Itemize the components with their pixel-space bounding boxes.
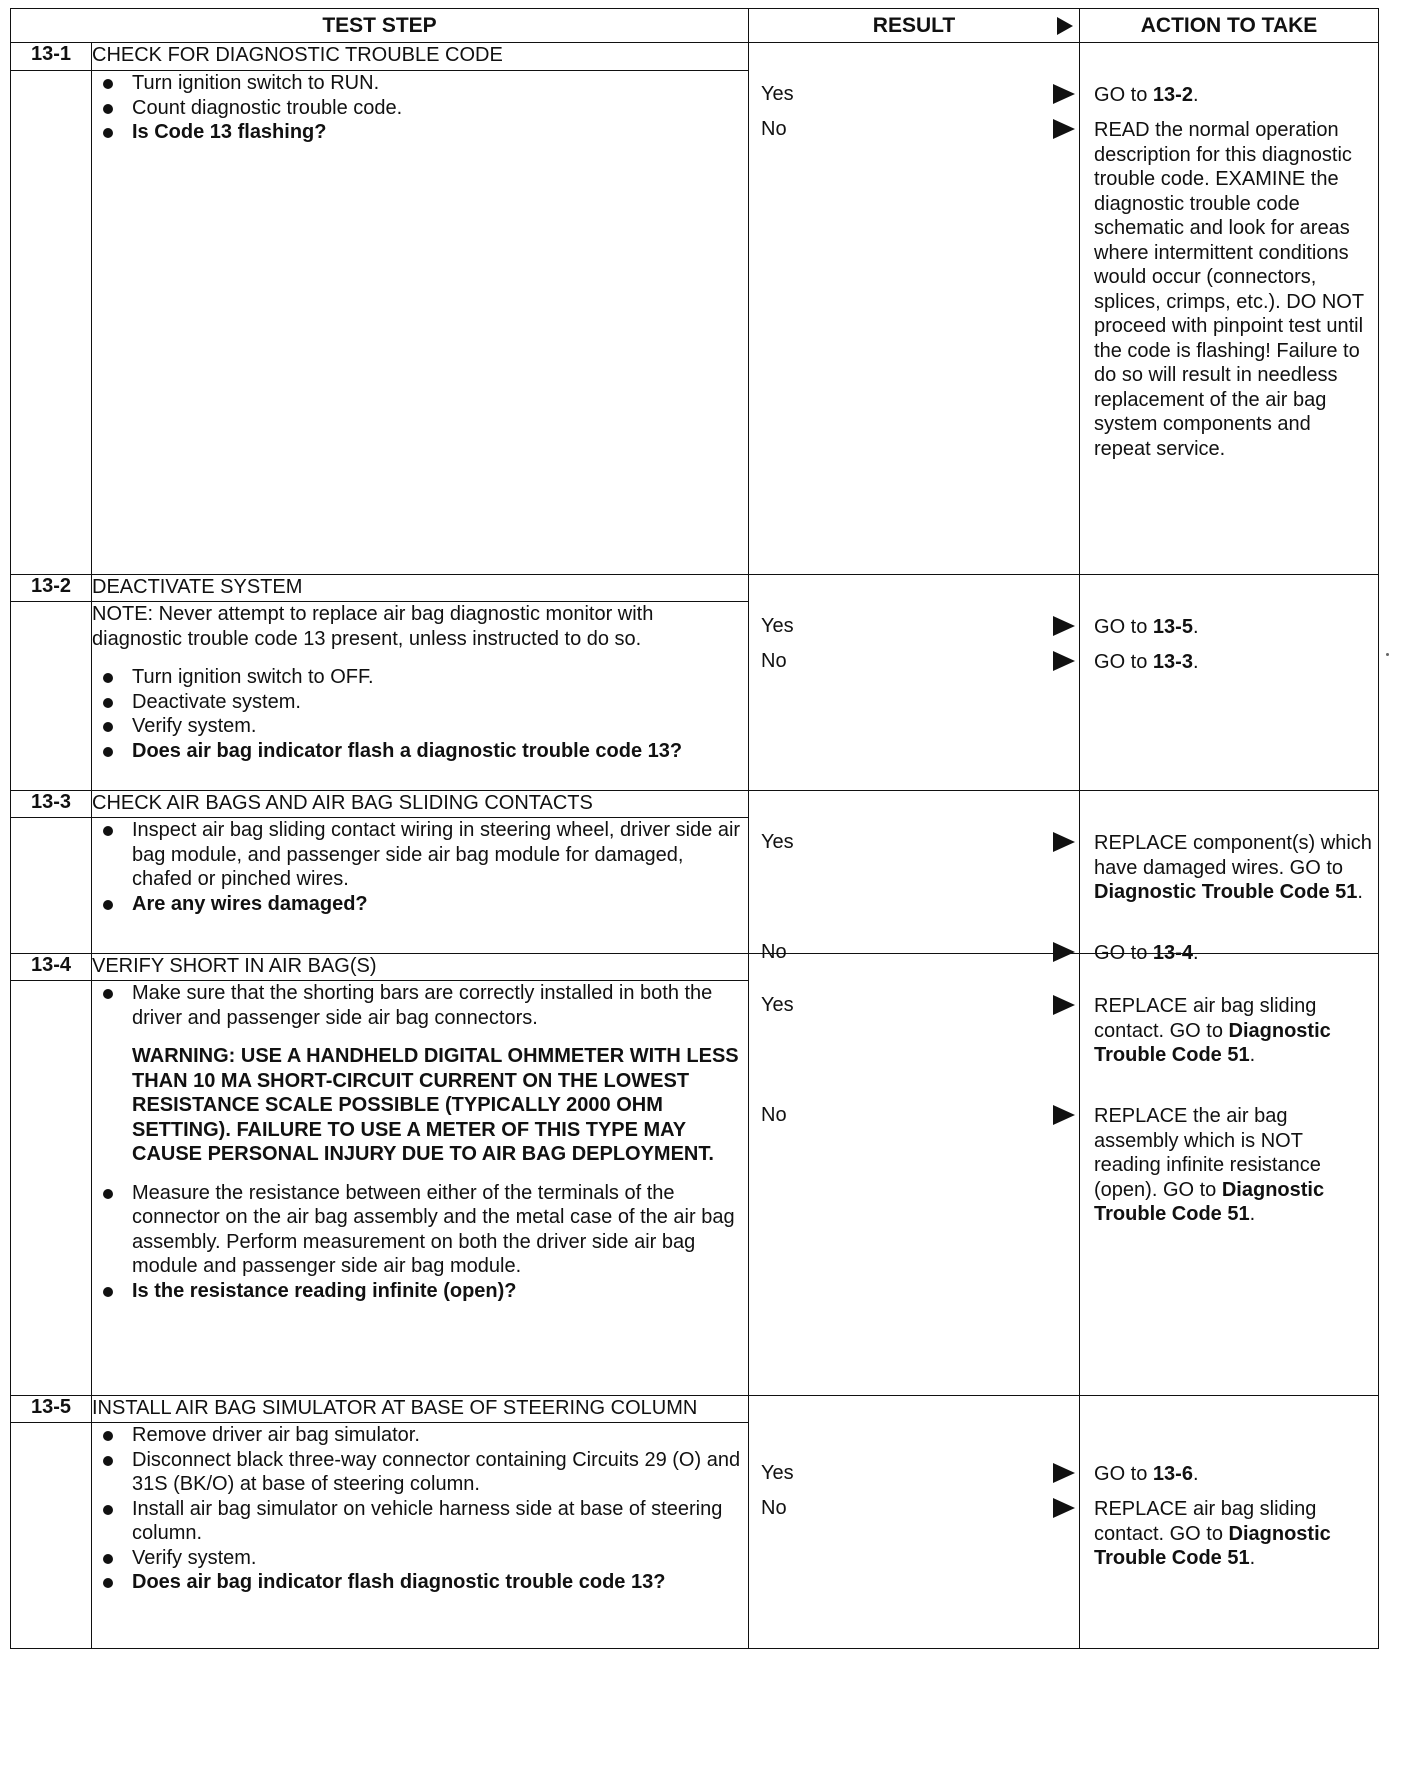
step-title: INSTALL AIR BAG SIMULATOR AT BASE OF STEERING COLUMN — [92, 1396, 749, 1423]
bullet-item: Remove driver air bag simulator. — [92, 1423, 748, 1448]
action-cell — [1080, 954, 1379, 1396]
action-cell — [1080, 43, 1379, 575]
action-text: . — [1192, 1463, 1199, 1485]
action-text: GO to — [1094, 616, 1153, 638]
arrow-icon — [1053, 832, 1075, 852]
action-ref: Diagnostic Trouble Code 51 — [1094, 1019, 1331, 1066]
step-number-spacer — [11, 981, 92, 1396]
result-cell — [749, 954, 1080, 1396]
step-number: 13-3 — [11, 791, 92, 818]
result-cell — [749, 791, 1080, 963]
result-label: No — [761, 650, 787, 672]
arrow-icon — [1053, 995, 1075, 1015]
bullet-item: Verify system. — [92, 714, 748, 739]
step-number: 13-2 — [11, 575, 92, 602]
header-test-step: TEST STEP — [11, 9, 749, 43]
result-yes — [761, 994, 1079, 1020]
step-title: VERIFY SHORT IN AIR BAG(S) — [92, 954, 749, 981]
action-text: GO to — [1094, 84, 1153, 106]
warning-text: WARNING: USE A HANDHELD DIGITAL OHMMETER WITH LESS THAN 10 MA SHORT-CIRCUIT CURRENT ON THE LOWEST RESISTANCE SCALE POSSIBLE (TYPICALLY 2000 OHM SETTING). FAILURE TO USE A METER OF THIS TYPE MAY CAUSE PERSONAL INJURY DUE TO AIR BAG DEPLOYMENT. — [132, 1045, 739, 1165]
step-number-spacer — [11, 1423, 92, 1649]
action-cell — [1080, 1396, 1379, 1649]
arrow-icon — [1053, 119, 1075, 139]
step-title-row — [11, 575, 1379, 602]
result-label: Yes — [761, 994, 794, 1016]
step-body — [92, 602, 749, 791]
action-ref: 13-3 — [1152, 651, 1193, 673]
arrow-icon — [1053, 1105, 1075, 1125]
step-title: CHECK FOR DIAGNOSTIC TROUBLE CODE — [92, 43, 749, 71]
action-cell — [1080, 575, 1379, 791]
action-text: GO to — [1094, 651, 1153, 673]
arrow-icon — [1053, 1463, 1075, 1483]
step-number-spacer — [11, 602, 92, 791]
result-no — [761, 118, 1079, 144]
arrow-icon — [1053, 651, 1075, 671]
action-ref: 13-5 — [1152, 616, 1193, 638]
action-no — [1094, 1104, 1372, 1227]
action-text: . — [1192, 651, 1199, 673]
step-body — [92, 71, 749, 575]
step-title-row — [11, 954, 1379, 981]
result-label: No — [761, 118, 787, 140]
table-header-row — [11, 9, 1379, 43]
result-no — [761, 1497, 1079, 1523]
test-step-table — [10, 8, 1379, 1649]
action-no: READ the normal operation description for this diagnostic trouble code. EXAMINE the diagnostic trouble code schematic and look for areas where intermittent conditions would occur (connectors, splices, crimps, etc.). DO NOT proceed with pinpoint test until the code is flashing! Failure to do so will result in needless replacement of the air bag system components and repeat service. — [1094, 119, 1364, 460]
action-text: . — [1249, 1203, 1256, 1225]
bullet-item: Turn ignition switch to RUN. — [92, 71, 748, 96]
result-yes — [761, 83, 1079, 109]
bullet-question: Is Code 13 flashing? — [92, 120, 748, 145]
action-yes — [1094, 615, 1372, 640]
bullet-question: Is the resistance reading infinite (open)? — [92, 1279, 748, 1304]
action-text: . — [1249, 1044, 1256, 1066]
bullet-question: Does air bag indicator flash a diagnostic trouble code 13? — [92, 739, 748, 764]
action-yes — [1094, 83, 1372, 108]
arrow-icon — [1053, 616, 1075, 636]
result-yes — [761, 1462, 1079, 1488]
result-no — [761, 1104, 1079, 1130]
action-text: GO to — [1094, 942, 1153, 964]
action-text: REPLACE air bag sliding contact. GO to — [1094, 1498, 1317, 1545]
step-body — [92, 1423, 749, 1649]
result-label: No — [761, 941, 787, 963]
action-text: . — [1357, 881, 1363, 903]
step-title-row — [11, 1396, 1379, 1423]
action-yes — [1094, 994, 1372, 1068]
action-ref: 13-2 — [1152, 84, 1193, 106]
bullet-item: Inspect air bag sliding contact wiring in steering wheel, driver side air bag module, and passenger side air bag module for damaged, chafed or pinched wires. — [92, 818, 748, 892]
bullet-item: Deactivate system. — [92, 690, 748, 715]
header-result — [749, 9, 1080, 43]
action-ref: 13-6 — [1152, 1463, 1193, 1485]
result-yes — [761, 615, 1079, 641]
action-ref: Diagnostic Trouble Code 51 — [1094, 1522, 1331, 1569]
result-yes — [761, 831, 1079, 857]
action-text: REPLACE the air bag assembly which is NOT reading infinite resistance (open). GO to — [1094, 1105, 1321, 1201]
result-cell — [749, 43, 1080, 575]
step-number-spacer — [11, 71, 92, 575]
action-cell — [1080, 791, 1379, 964]
step-title-row — [11, 43, 1379, 71]
bullet-question: Does air bag indicator flash diagnostic trouble code 13? — [92, 1570, 748, 1595]
action-text: . — [1249, 1547, 1256, 1569]
result-cell — [749, 1396, 1080, 1649]
action-yes — [1094, 831, 1372, 905]
result-label: Yes — [761, 1462, 794, 1484]
action-text: . — [1192, 942, 1199, 964]
action-no — [1094, 1497, 1372, 1571]
step-note: NOTE: Never attempt to replace air bag diagnostic monitor with diagnostic trouble code 13 present, unless instructed to do so. — [92, 603, 654, 650]
action-no — [1094, 650, 1372, 675]
action-text: . — [1192, 616, 1199, 638]
result-label: No — [761, 1497, 787, 1519]
step-number-spacer — [11, 818, 92, 954]
header-result-label: RESULT — [872, 13, 956, 37]
step-body — [92, 818, 749, 954]
arrow-icon — [1057, 17, 1073, 35]
bullet-question: Are any wires damaged? — [92, 892, 748, 917]
bullet-item: Disconnect black three-way connector containing Circuits 29 (O) and 31S (BK/O) at base of steering column. — [92, 1448, 748, 1497]
stray-dot — [1386, 653, 1389, 656]
result-cell — [749, 575, 1080, 791]
step-title: DEACTIVATE SYSTEM — [92, 575, 749, 602]
step-title-row — [11, 791, 1379, 818]
result-label: Yes — [761, 615, 794, 637]
arrow-icon — [1053, 1498, 1075, 1518]
bullet-item: Install air bag simulator on vehicle harness side at base of steering column. — [92, 1497, 748, 1546]
step-title: CHECK AIR BAGS AND AIR BAG SLIDING CONTACTS — [92, 791, 749, 818]
arrow-icon — [1053, 84, 1075, 104]
bullet-item: Turn ignition switch to OFF. — [92, 665, 748, 690]
bullet-item: Verify system. — [92, 1546, 748, 1571]
result-label: No — [761, 1104, 787, 1126]
step-number: 13-5 — [11, 1396, 92, 1423]
header-action: ACTION TO TAKE — [1080, 9, 1379, 43]
step-number: 13-4 — [11, 954, 92, 981]
action-yes — [1094, 1462, 1372, 1487]
step-number: 13-1 — [11, 43, 92, 71]
action-text: . — [1192, 84, 1199, 106]
result-no — [761, 650, 1079, 676]
bullet-item: Count diagnostic trouble code. — [92, 96, 748, 121]
action-text: REPLACE component(s) which have damaged wires. GO to — [1094, 832, 1372, 879]
action-ref: Diagnostic Trouble Code 51 — [1094, 881, 1358, 903]
result-label: Yes — [761, 831, 794, 853]
bullet-item: Measure the resistance between either of the terminals of the connector on the air bag assembly and the metal case of the air bag assembly. Perform measurement on both the driver side air bag module and passenger side air bag module. — [92, 1181, 748, 1279]
action-text: GO to — [1094, 1463, 1153, 1485]
action-text: REPLACE air bag sliding contact. GO to — [1094, 995, 1317, 1042]
action-ref: Diagnostic Trouble Code 51 — [1094, 1178, 1325, 1225]
result-label: Yes — [761, 83, 794, 105]
step-body — [92, 981, 749, 1396]
bullet-item: Make sure that the shorting bars are correctly installed in both the driver and passenger side air bag connectors. — [92, 981, 748, 1030]
action-ref: 13-4 — [1152, 942, 1193, 964]
